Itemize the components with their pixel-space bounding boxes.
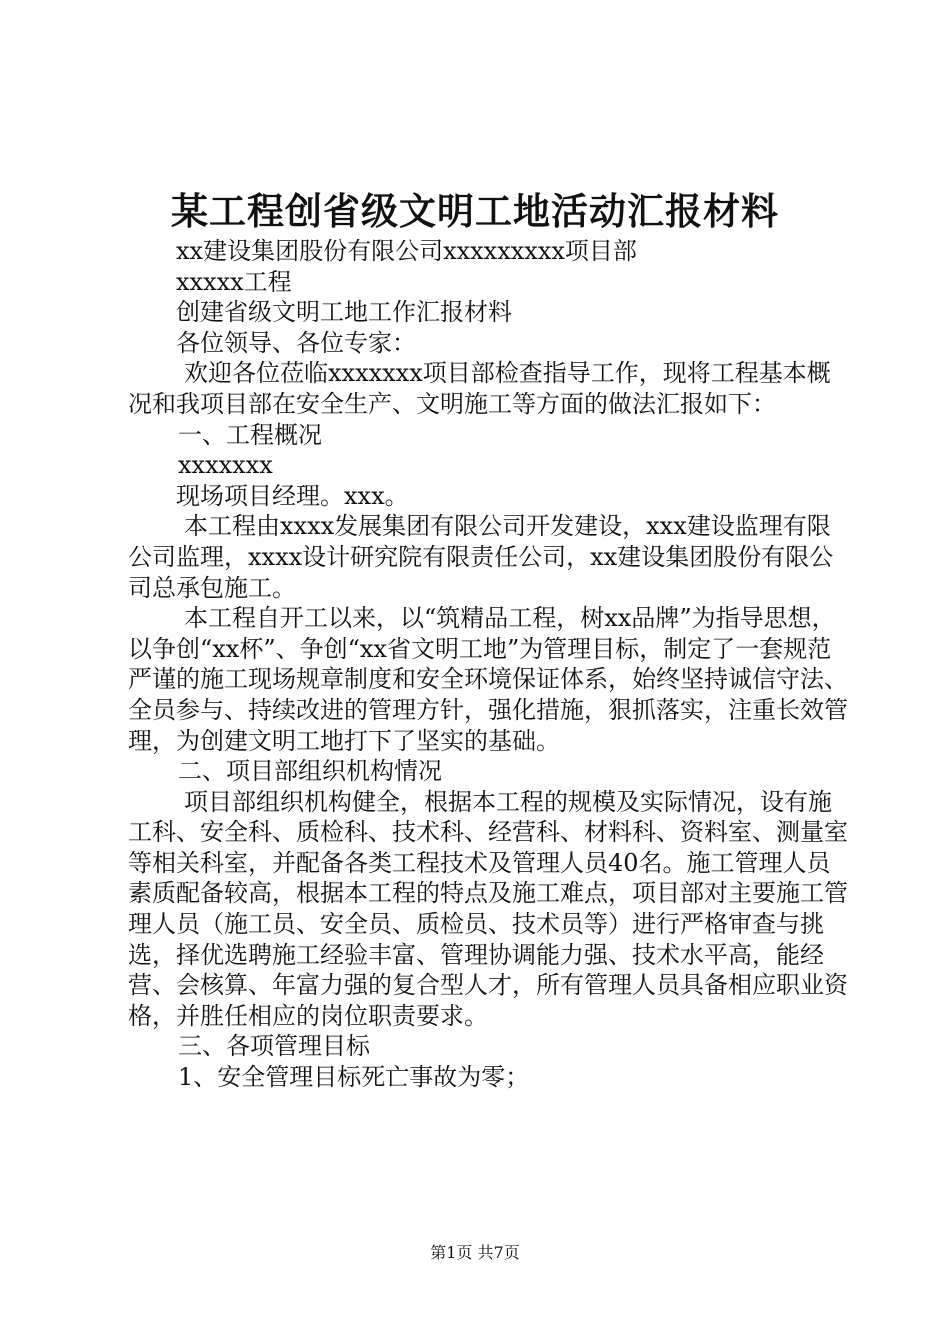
report-subtitle: 创建省级文明工地工作汇报材料 [176,298,512,327]
document-title: 某工程创省级文明工地活动汇报材料 [171,189,779,233]
company-line: xx建设集团股份有限公司xxxxxxxxx项目部 [176,237,637,265]
page-footer: 第1页 共7页 [430,1243,520,1262]
project-line: xxxxx工程 [176,267,292,296]
section-heading-1: 一、工程概况 [178,420,322,449]
paragraph-overview: 本工程由xxxx发展集团有限公司开发建设，xxx建设监理有限公司监理，xxxx设计研究院有限责任公司，xx建设集团股份有限公司总承包施工。 [128,512,834,602]
target-item-1: 1、安全管理目标死亡事故为零； [178,1063,530,1092]
paragraph-organization: 项目部组织机构健全，根据本工程的规模及实际情况，设有施工科、安全科、质检科、技术科、经营科、材料科、资料室、测量室等相关科室，并配备各类工程技术及管理人员40名。施工管理人员素质配备较高，根据本工程的特点及施工难点，项目部对主要施工管理人员（施工员、安全员、质检员、技术员等）进行严格审查与挑选，择优选聘施工经验丰富、管理协调能力强、技术水平高，能经营、会核算、年富力强的复合型人才，所有管理人员具备相应职业资格，并胜任相应的岗位职责要求。 [128,787,848,1030]
paragraph-welcome: 欢迎各位莅临xxxxxxx项目部检查指导工作，现将工程基本概况和我项目部在安全生产、文明施工等方面的做法汇报如下： [128,359,831,418]
project-name-line: xxxxxxx [178,451,273,480]
salutation: 各位领导、各位专家： [176,328,416,357]
project-manager-line: 现场项目经理。xxx。 [176,481,409,510]
section-heading-2: 二、项目部组织机构情况 [178,757,442,786]
document-body [128,236,850,1093]
section-heading-3: 三、各项管理目标 [178,1032,370,1061]
paragraph-guiding-idea: 本工程自开工以来，以“筑精品工程，树xx品牌”为指导思想，以争创“xx杯”、争创“xx省文明工地”为管理目标，制定了一套规范严谨的施工现场规章制度和安全环境保证体系，始终坚持诚信守法、全员参与、持续改进的管理方针，强化措施，狠抓落实，注重长效管理，为创建文明工地打下了坚实的基础。 [128,604,848,755]
